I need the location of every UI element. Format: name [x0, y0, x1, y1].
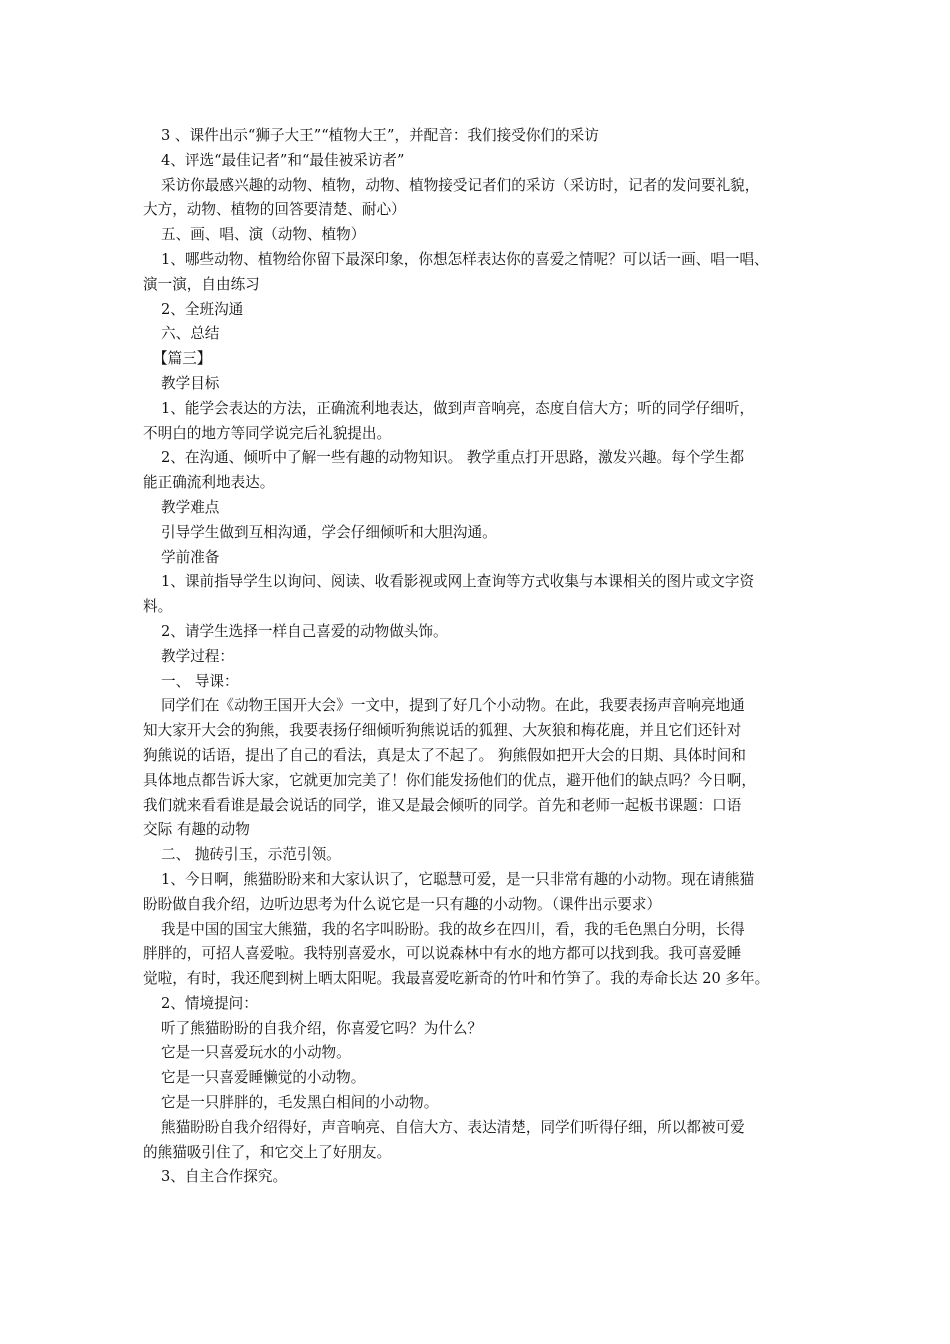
- text-line: 大方，动物、植物的回答要清楚、耐心）: [143, 201, 406, 219]
- text-line: 1、哪些动物、植物给你留下最深印象，你想怎样表达你的喜爱之情呢？可以话一画、唱一唱、: [161, 250, 769, 268]
- text-line: 【篇三】: [153, 350, 212, 368]
- text-line: 不明白的地方等同学说完后礼貌提出。: [143, 424, 392, 442]
- text-line: 引导学生做到互相沟通，学会仔细倾听和大胆沟通。: [161, 523, 497, 541]
- text-line: 知大家开大会的狗熊，我要表扬仔细倾听狗熊说话的狐狸、大灰狼和梅花鹿，并且它们还针对: [143, 722, 742, 740]
- text-line: 胖胖的，可招人喜爱啦。我特别喜爱水，可以说森林中有水的地方都可以找到我。我可喜爱睡: [143, 945, 742, 963]
- text-line: 教学过程：: [161, 647, 234, 665]
- text-line: 的熊猫吸引住了，和它交上了好朋友。: [143, 1143, 392, 1161]
- text-line: 2、情境提问：: [161, 994, 258, 1012]
- text-line: 1、能学会表达的方法，正确流利地表达，做到声音响亮，态度自信大方；听的同学仔细听，: [161, 399, 755, 417]
- text-line: 教学目标: [161, 374, 220, 392]
- text-line: 它是一只胖胖的，毛发黑白相间的小动物。: [161, 1094, 439, 1112]
- text-line: 具体地点都告诉大家，它就更加完美了！你们能发扬他们的优点，避开他们的缺点吗？今日啊，: [143, 771, 756, 789]
- text-line: 六、总结: [161, 325, 220, 343]
- text-line: 我是中国的国宝大熊猫，我的名字叫盼盼。我的故乡在四川，看，我的毛色黑白分明，长得: [161, 920, 745, 938]
- text-line: 我们就来看看谁是最会说话的同学，谁又是最会倾听的同学。首先和老师一起板书课题：口语: [143, 796, 742, 814]
- text-line: 盼盼做自我介绍，边听边思考为什么说它是一只有趣的小动物。（课件出示要求）: [143, 895, 662, 913]
- text-line: 演一演，自由练习: [143, 275, 260, 293]
- text-line: 4、评选“最佳记者”和“最佳被采访者”: [161, 151, 405, 169]
- text-line: 3、自主合作探究。: [161, 1168, 288, 1186]
- text-line: 交际 有趣的动物: [143, 821, 250, 839]
- text-line: 熊猫盼盼自我介绍得好，声音响亮、自信大方、表达清楚，同学们听得仔细，所以都被可爱: [161, 1118, 745, 1136]
- text-line: 它是一只喜爱玩水的小动物。: [161, 1044, 351, 1062]
- text-line: 1、今日啊，熊猫盼盼来和大家认识了，它聪慧可爱，是一只非常有趣的小动物。现在请熊猫: [161, 870, 755, 888]
- text-line: 同学们在《动物王国开大会》一文中，提到了好几个小动物。在此，我要表扬声音响亮地通: [161, 697, 745, 715]
- document-page: [143, 124, 807, 1190]
- text-line: 听了熊猫盼盼的自我介绍，你喜爱它吗？为什么？: [161, 1019, 483, 1037]
- text-line: 2、全班沟通: [161, 300, 244, 318]
- text-line: 觉啦，有时，我还爬到树上晒太阳呢。我最喜爱吃新奇的竹叶和竹笋了。我的寿命长达 20 多年。: [143, 970, 770, 988]
- text-line: 学前准备: [161, 548, 220, 566]
- text-line: 二、 抛砖引玉，示范引领。: [161, 846, 341, 864]
- text-line: 1、课前指导学生以询问、阅读、收看影视或网上查询等方式收集与本课相关的图片或文字资: [161, 573, 755, 591]
- text-line: 它是一只喜爱睡懒觉的小动物。: [161, 1069, 366, 1087]
- text-line: 一、 导课：: [161, 672, 239, 690]
- text-line: 狗熊说的话语，提出了自己的看法，真是太了不起了。 狗熊假如把开大会的日期、具体时间和: [143, 746, 746, 764]
- text-line: 能正确流利地表达。: [143, 474, 275, 492]
- text-line: 料。: [143, 598, 173, 616]
- text-line: 2、请学生选择一样自己喜爱的动物做头饰。: [161, 622, 448, 640]
- text-line: 教学难点: [161, 498, 220, 516]
- text-line: 采访你最感兴趣的动物、植物，动物、植物接受记者们的采访（采访时，记者的发问要礼貌，: [161, 176, 760, 194]
- text-line: 2、在沟通、倾听中了解一些有趣的动物知识。 教学重点打开思路，激发兴趣。每个学生都: [161, 449, 745, 467]
- text-line: 五、画、唱、演（动物、植物）: [161, 226, 366, 244]
- text-line: 3 、课件出示“狮子大王”“植物大王”，并配音：我们接受你们的采访: [161, 127, 599, 144]
